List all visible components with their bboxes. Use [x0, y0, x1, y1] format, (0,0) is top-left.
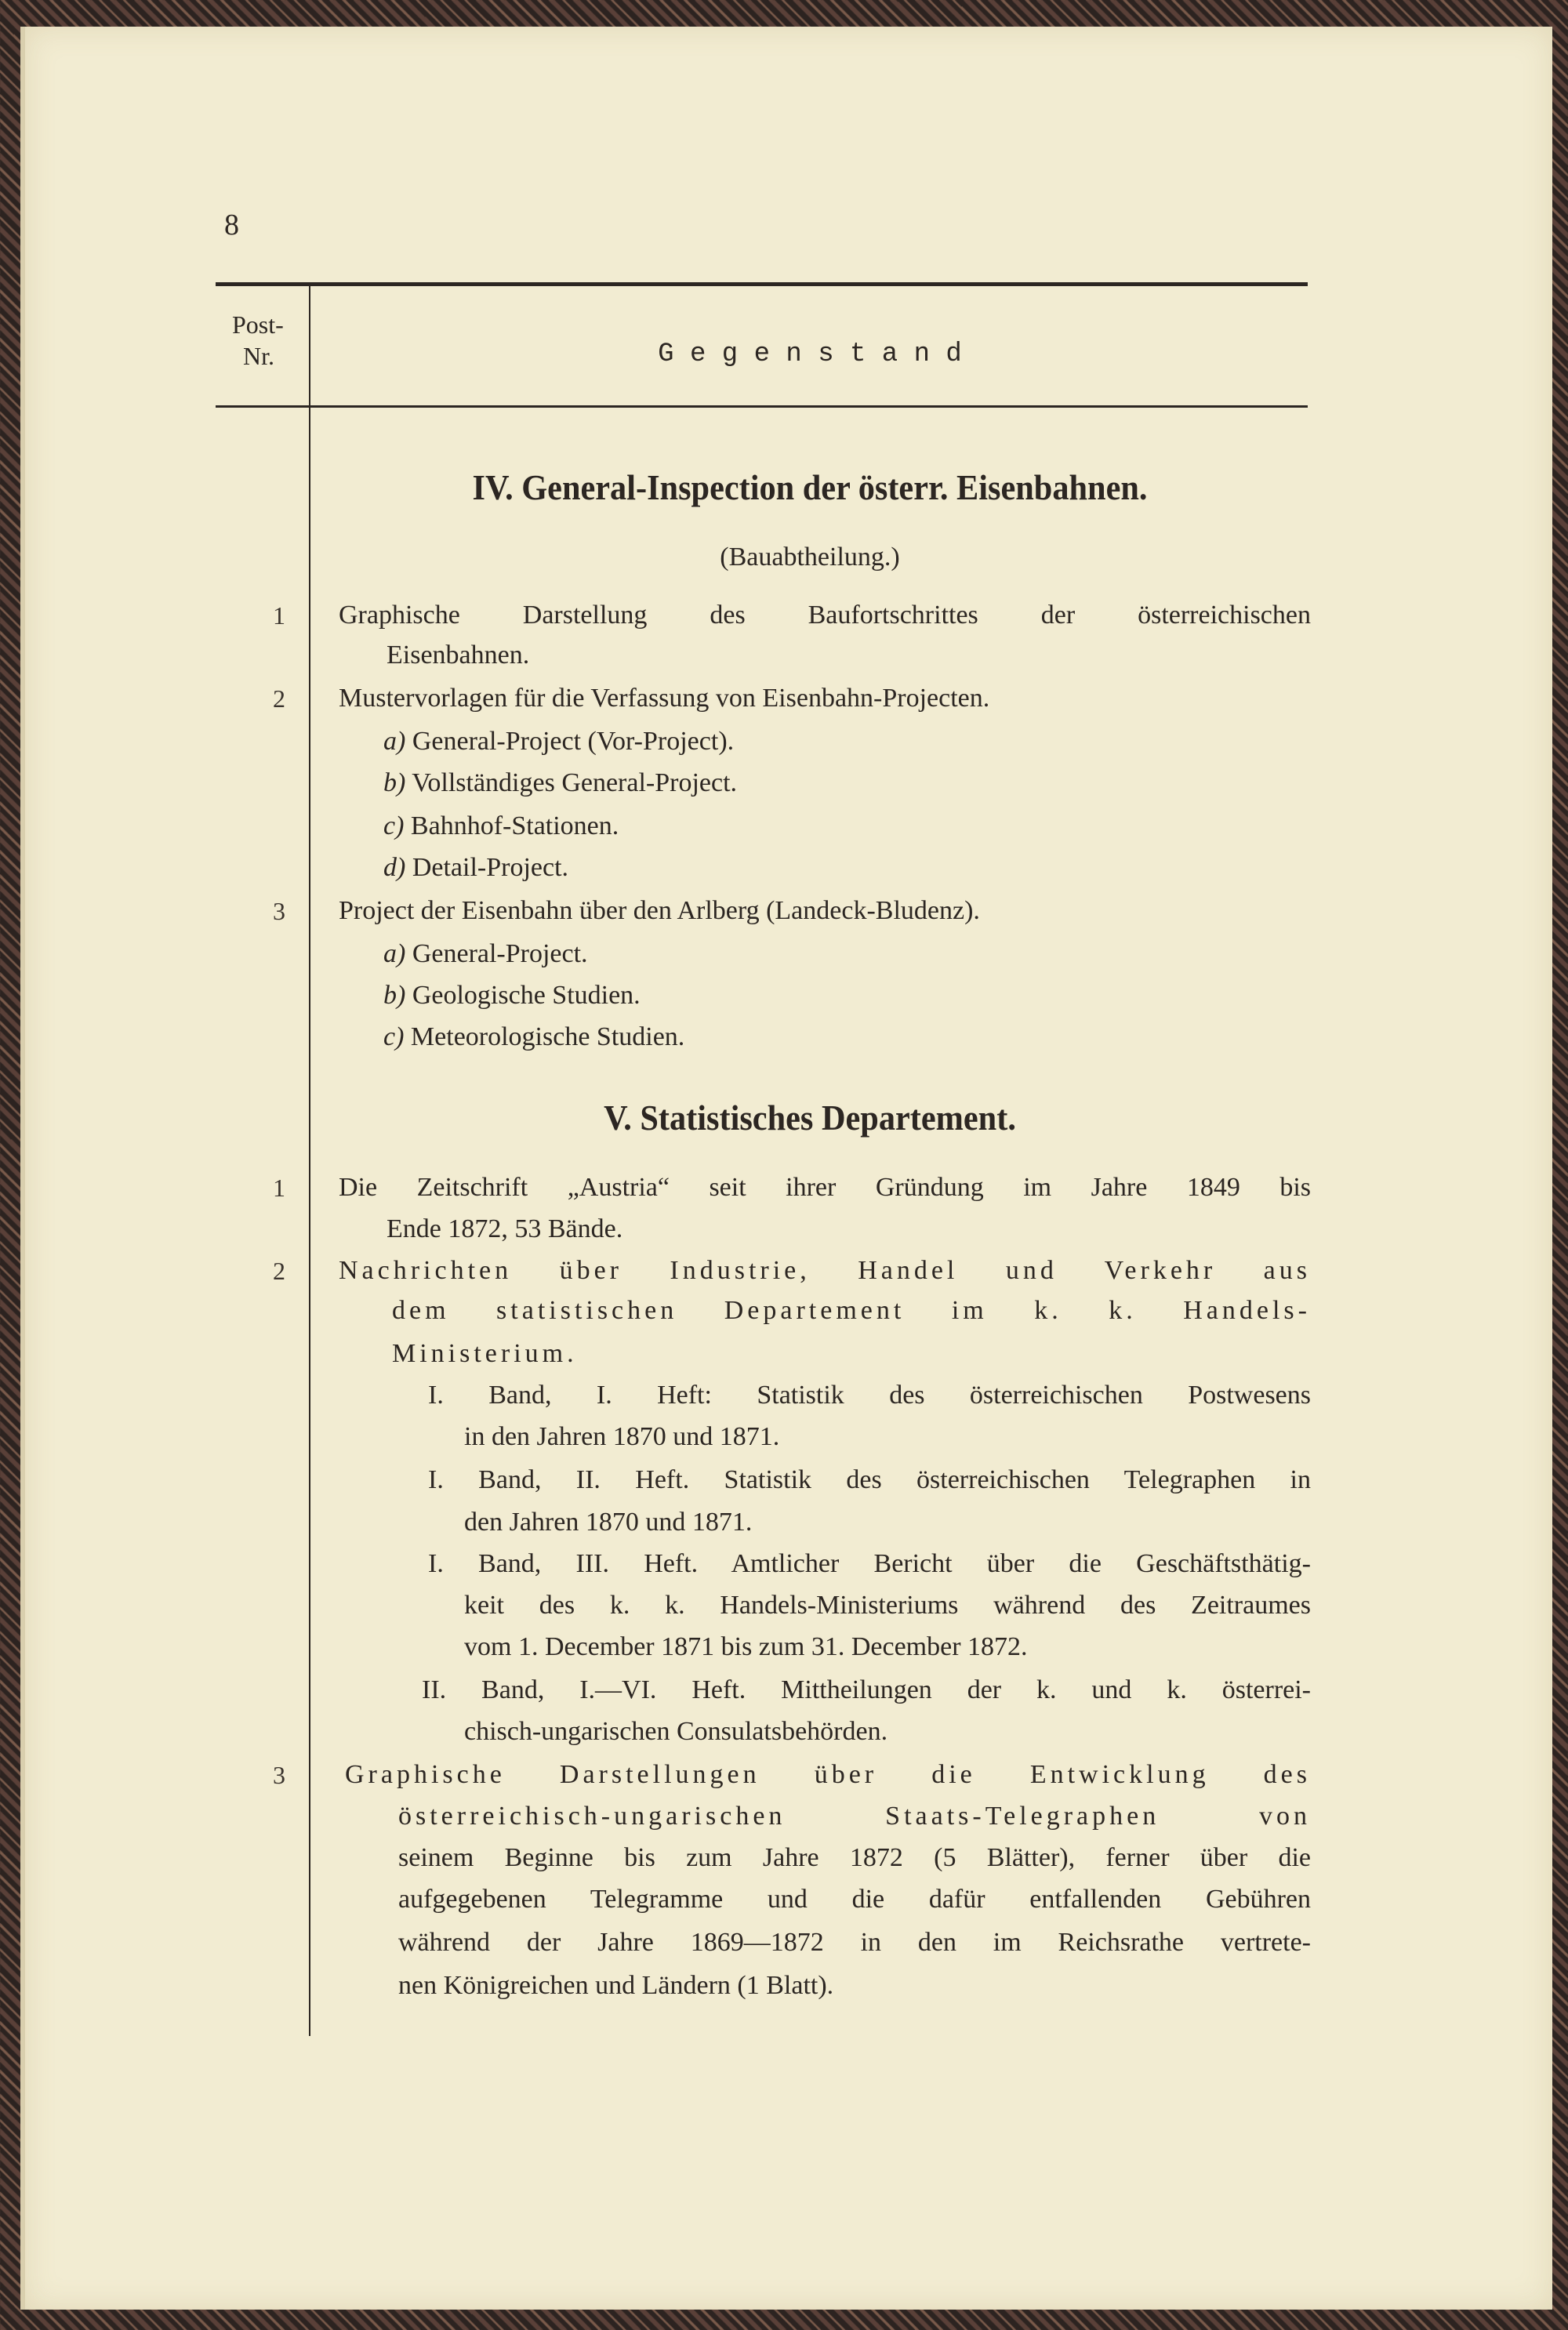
header-rule: [216, 405, 1308, 408]
item-text: Mustervorlagen für die Verfassung von Eisenbahn-Projecten.: [339, 684, 990, 713]
item-number: 3: [273, 897, 285, 925]
sub-item: a) General-Project (Vor-Project).: [383, 727, 735, 756]
item-text: nen Königreichen und Ländern (1 Blatt).: [398, 1971, 834, 2000]
item-text: Nachrichten über Industrie, Handel und Verkehr aus: [339, 1256, 1311, 1285]
column-header-nr: Nr.: [243, 342, 274, 370]
sub-item: b) Geologische Studien.: [383, 981, 641, 1010]
sub-item: b) Vollständiges General-Project.: [383, 768, 738, 797]
item-number: 3: [273, 1761, 285, 1789]
section-heading: V. Statistisches Departement.: [604, 1098, 1016, 1138]
sub-item: I. Band, I. Heft: Statistik des österreichischen Postwesens: [428, 1381, 1311, 1410]
sub-item: vom 1. December 1871 bis zum 31. December 1872.: [464, 1632, 1028, 1661]
sub-item: a) General-Project.: [383, 939, 588, 968]
item-text: Ministerium.: [392, 1339, 578, 1368]
item-text: österreichisch-ungarischen Staats-Telegraphen von: [398, 1802, 1311, 1831]
item-number: 2: [273, 684, 285, 713]
sub-item: in den Jahren 1870 und 1871.: [464, 1422, 780, 1451]
sub-item: chisch-ungarischen Consulatsbehörden.: [464, 1717, 888, 1746]
sub-item: I. Band, II. Heft. Statistik des österreichischen Telegraphen in: [428, 1465, 1311, 1494]
sub-item: d) Detail-Project.: [383, 853, 569, 882]
item-text: Die Zeitschrift „Austria“ seit ihrer Gründung im Jahre 1849 bis: [339, 1173, 1311, 1202]
sub-item: keit des k. k. Handels-Ministeriums während des Zeitraumes: [464, 1591, 1311, 1620]
sub-item: I. Band, III. Heft. Amtlicher Bericht über die Geschäftsthätig-: [428, 1549, 1311, 1578]
section-heading: IV. General-Inspection der österr. Eisenbahnen.: [472, 467, 1148, 507]
item-text: aufgegebenen Telegramme und die dafür entfallenden Gebühren: [398, 1885, 1311, 1914]
item-text: dem statistischen Departement im k. k. Handels-: [392, 1296, 1311, 1325]
sub-item: II. Band, I.—VI. Heft. Mittheilungen der k. und k. österrei-: [422, 1675, 1311, 1704]
item-number: 1: [273, 601, 285, 630]
item-text: Graphische Darstellung des Baufortschrittes der österreichischen: [339, 601, 1311, 630]
sub-item: c) Bahnhof-Stationen.: [383, 811, 619, 840]
section-subtitle: (Bauabtheilung.): [720, 543, 900, 572]
page-number: 8: [224, 209, 239, 241]
item-text: seinem Beginne bis zum Jahre 1872 (5 Blätter), ferner über die: [398, 1843, 1311, 1872]
item-text: Graphische Darstellungen über die Entwicklung des: [345, 1760, 1311, 1789]
top-rule: [216, 282, 1308, 286]
item-text: während der Jahre 1869—1872 in den im Reichsrathe vertrete-: [398, 1928, 1311, 1957]
item-text: Ende 1872, 53 Bände.: [387, 1214, 623, 1243]
item-text: Project der Eisenbahn über den Arlberg (Landeck-Bludenz).: [339, 896, 980, 925]
item-number: 2: [273, 1257, 285, 1285]
column-header-subject: G e g e n s t a n d: [658, 339, 962, 369]
item-number: 1: [273, 1174, 285, 1202]
column-header-post: Post-: [232, 310, 284, 339]
sub-item: c) Meteorologische Studien.: [383, 1022, 685, 1051]
sub-item: den Jahren 1870 und 1871.: [464, 1508, 753, 1537]
item-text: Eisenbahnen.: [387, 641, 530, 670]
